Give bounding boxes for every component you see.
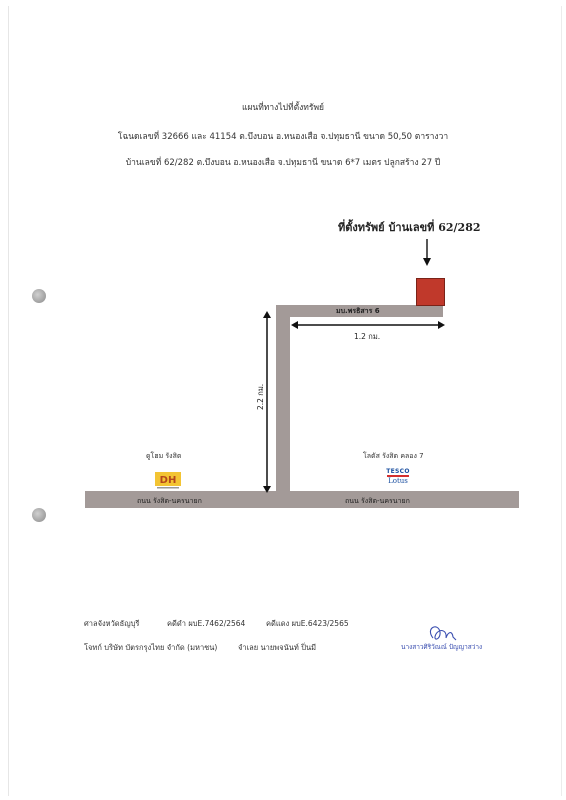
vertical-distance-label: 2.2 กม.: [256, 383, 265, 410]
village-road-label: มบ.พรธิสาร 6: [336, 307, 380, 315]
main-road-label-left: ถนน รังสิต-นครนายก: [137, 497, 202, 505]
black-case-number: คดีดำ ผบE.7462/2564: [167, 619, 246, 628]
tesco-logo-bottom: Lotus: [388, 477, 408, 485]
plaintiff: โจทก์ บริษัท บัตรกรุงไทย จำกัด (มหาชน): [84, 643, 218, 652]
horizontal-distance-label: 1.2 กม.: [354, 332, 381, 341]
signature-name: นางสาวศิริวัณณ์ ปัญญาสว่าง: [401, 643, 483, 651]
tesco-logo-top: TESCO: [386, 468, 410, 475]
house-line: บ้านเลขที่ 62/282 ต.บึงบอน อ.หนองเสือ จ.ปทุมธานี ขนาด 6*7 เมตร ปลูกสร้าง 27 ปี: [125, 158, 441, 168]
landmark-lotus: โลตัส รังสิต คลอง 7: [363, 452, 424, 460]
red-case-number: คดีแดง ผบE.6423/2565: [266, 619, 349, 628]
main-road-label-right: ถนน รังสิต-นครนายก: [345, 497, 410, 505]
property-location-label: ที่ตั้งทรัพย์ บ้านเลขที่ 62/282: [338, 221, 481, 234]
dohome-logo-text: DH: [159, 475, 177, 486]
doc-title: แผนที่ทางไปที่ตั้งทรัพย์: [241, 103, 325, 113]
defendant: จำเลย นายพจนันท์ ปิ่นมี: [238, 643, 317, 652]
title-deed-line: โฉนดเลขที่ 32666 และ 41154 ต.บึงบอน อ.หนองเสือ จ.ปทุมธานี ขนาด 50,50 ตารางวา: [117, 132, 449, 142]
landmark-dohome: ดูโฮม รังสิต: [146, 452, 182, 460]
court-name: ศาลจังหวัดธัญบุรี: [84, 619, 140, 628]
